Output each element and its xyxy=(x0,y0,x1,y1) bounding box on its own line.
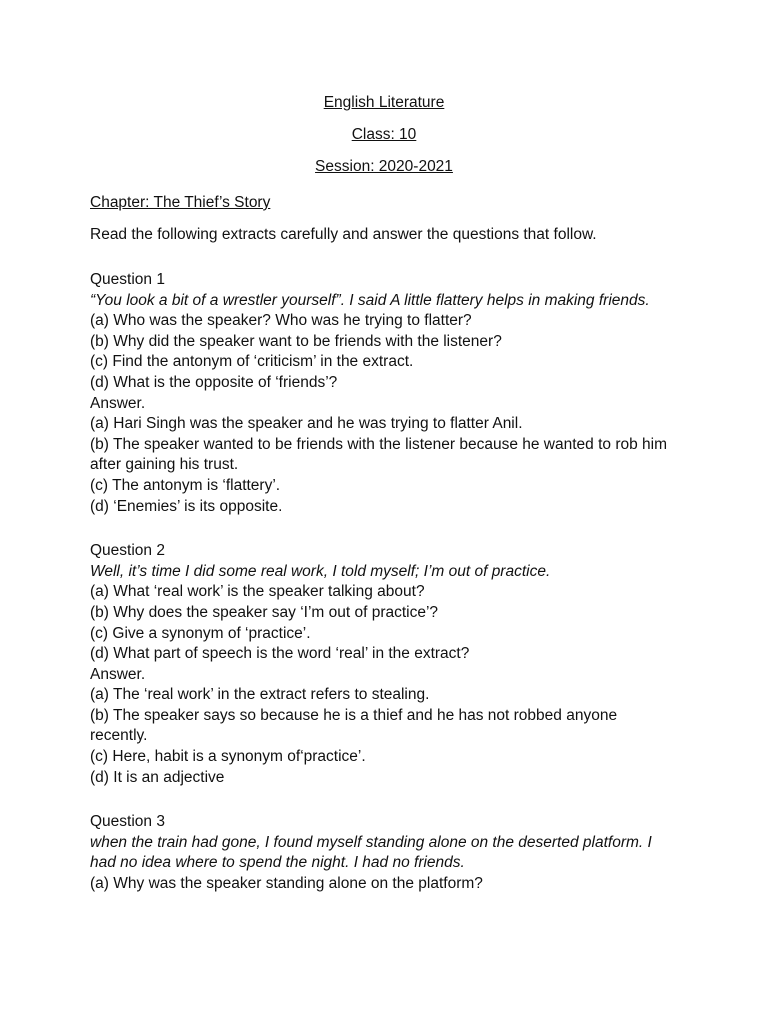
item-label: (a) xyxy=(90,583,109,601)
item-text: What part of speech is the word ‘real’ in the extract? xyxy=(108,645,470,663)
question-title: Question 1 xyxy=(90,271,165,288)
question-item xyxy=(90,311,678,332)
item-label: (d) xyxy=(90,373,109,391)
item-text: Why did the speaker want to be friends with the listener? xyxy=(108,332,502,350)
item-text: What ‘real work’ is the speaker talking about? xyxy=(108,583,425,601)
question-title: Question 2 xyxy=(90,542,165,560)
question-item xyxy=(90,644,678,665)
subject-heading: English Literature xyxy=(323,94,445,111)
item-text: Give a synonym of ‘practice’. xyxy=(108,624,311,642)
item-label: (c) xyxy=(90,624,109,642)
chapter-title: Chapter: The Thief’s Story xyxy=(90,194,271,211)
question-item xyxy=(90,582,678,603)
item-text: It is an adjective xyxy=(108,768,225,786)
question-extract: when the train had gone, I found myself standing alone on the deserted platform. I had no idea where to spend the night. I had no friends. xyxy=(90,833,652,872)
question-block-1 xyxy=(90,270,678,517)
item-label: (b) xyxy=(90,435,109,453)
item-text: Why was the speaker standing alone on the platform? xyxy=(108,875,483,893)
question-title: Question 3 xyxy=(90,813,165,831)
question-extract: Well, it’s time I did some real work, I told myself; I’m out of practice. xyxy=(90,562,551,580)
answer-item xyxy=(90,414,678,435)
answer-item xyxy=(90,706,678,747)
item-text: Find the antonym of ‘criticism’ in the extract. xyxy=(108,353,414,371)
item-label: (a) xyxy=(90,312,109,330)
question-item xyxy=(90,332,678,353)
item-label: (c) xyxy=(90,748,109,766)
item-label: (a) xyxy=(90,415,109,433)
answer-item xyxy=(90,497,678,518)
answer-item xyxy=(90,747,678,768)
instructions-text: Read the following extracts carefully and answer the questions that follow. xyxy=(90,226,597,243)
question-item xyxy=(90,352,678,373)
question-item xyxy=(90,874,678,895)
answer-item xyxy=(90,685,678,706)
item-label: (b) xyxy=(90,332,109,350)
item-label: (d) xyxy=(90,497,109,515)
item-text: What is the opposite of ‘friends’? xyxy=(108,373,338,391)
question-extract: “You look a bit of a wrestler yourself”. I said A little flattery helps in making friends. xyxy=(90,291,650,309)
item-text: The ‘real work’ in the extract refers to stealing. xyxy=(108,686,430,704)
answer-heading: Answer. xyxy=(90,394,146,412)
answer-heading: Answer. xyxy=(90,665,146,683)
answer-item xyxy=(90,768,678,789)
item-text: Why does the speaker say ‘I’m out of practice’? xyxy=(108,603,439,621)
session-heading: Session: 2020-2021 xyxy=(315,158,453,175)
item-label: (c) xyxy=(90,476,109,494)
question-item xyxy=(90,603,678,624)
item-label: (a) xyxy=(90,875,109,893)
item-text: Who was the speaker? Who was he trying to flatter? xyxy=(108,312,472,330)
item-text: The speaker wanted to be friends with the listener because he wanted to rob him after gaining his trust. xyxy=(90,435,667,474)
item-label: (b) xyxy=(90,706,109,724)
answer-item xyxy=(90,435,678,476)
question-item xyxy=(90,373,678,394)
item-text: Here, habit is a synonym of‘practice’. xyxy=(108,748,366,766)
item-text: ‘Enemies’ is its opposite. xyxy=(108,497,283,515)
question-block-2 xyxy=(90,541,678,788)
item-text: The speaker says so because he is a thief and he has not robbed anyone recently. xyxy=(90,706,618,745)
item-label: (b) xyxy=(90,603,109,621)
question-block-3 xyxy=(90,812,678,894)
item-label: (d) xyxy=(90,645,109,663)
question-item xyxy=(90,624,678,645)
answer-item xyxy=(90,476,678,497)
item-text: The antonym is ‘flattery’. xyxy=(108,476,281,494)
item-label: (d) xyxy=(90,768,109,786)
item-label: (c) xyxy=(90,353,109,371)
item-text: Hari Singh was the speaker and he was trying to flatter Anil. xyxy=(108,415,523,433)
class-heading: Class: 10 xyxy=(351,126,417,143)
item-label: (a) xyxy=(90,686,109,704)
